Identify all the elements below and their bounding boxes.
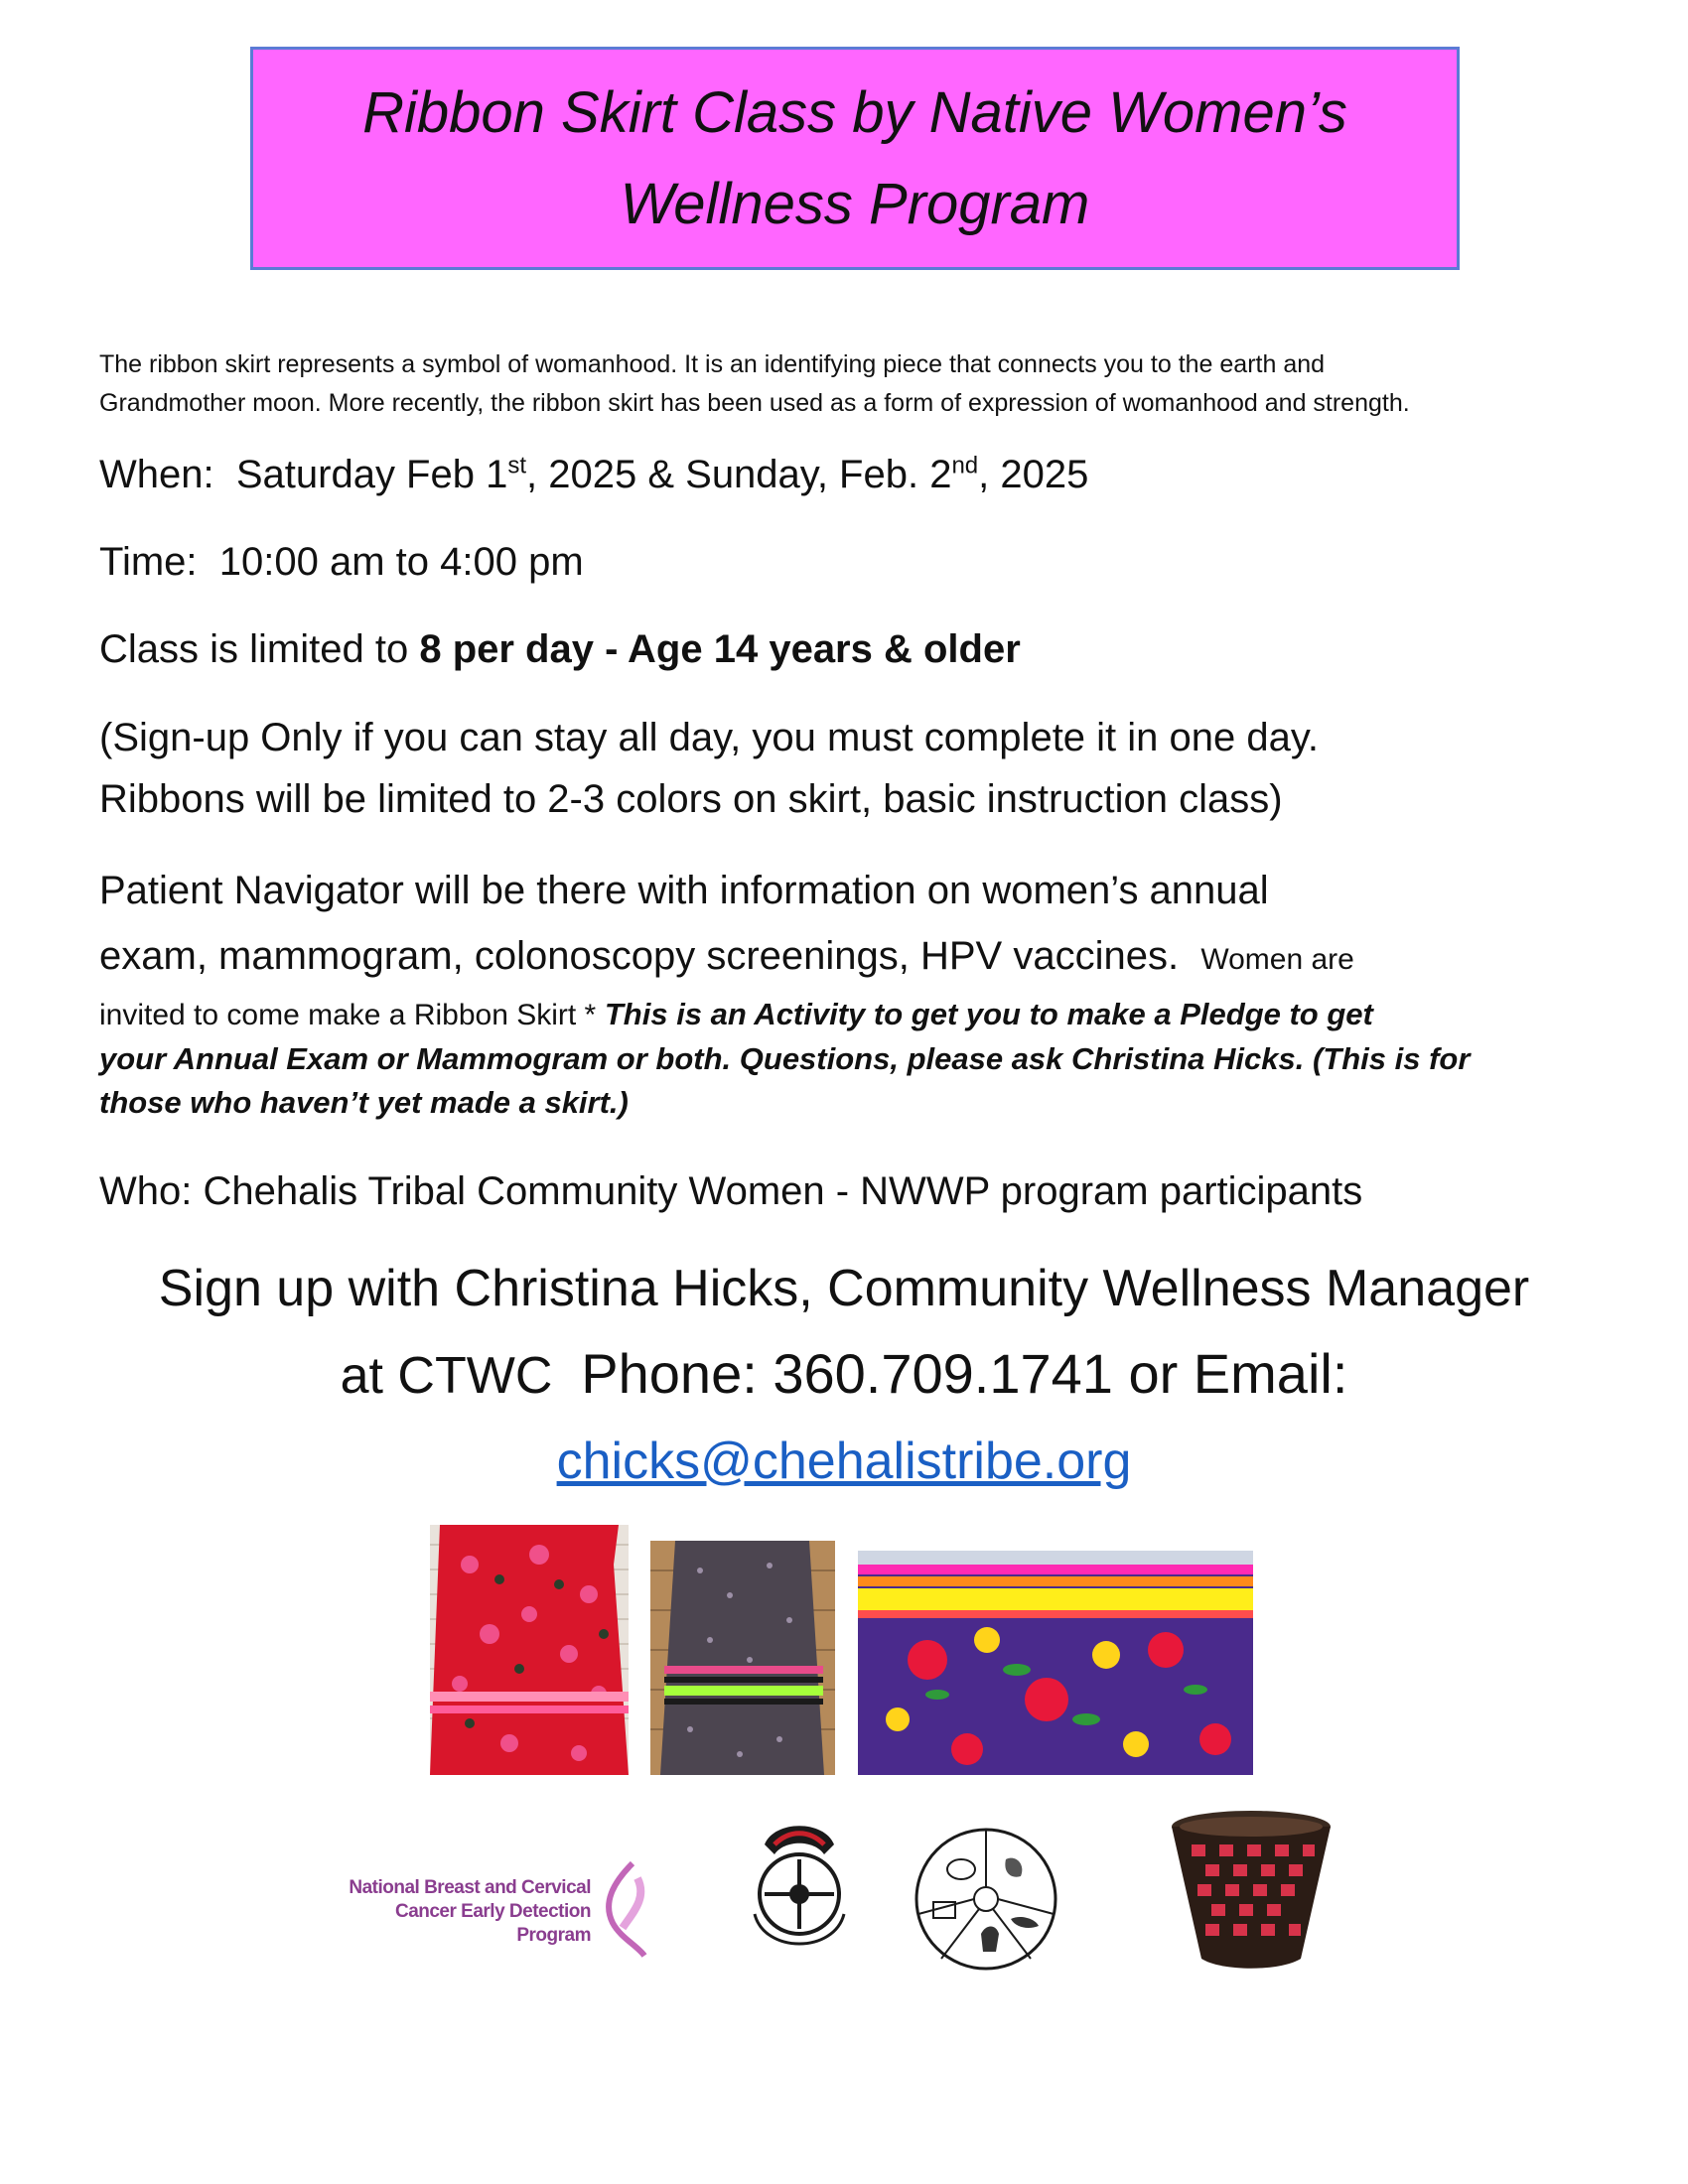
when-day1-suffix: st (507, 452, 527, 479)
when-day2-suffix: nd (951, 452, 979, 479)
when-year: , 2025 (978, 453, 1089, 496)
signup-note (99, 705, 1609, 832)
intro-line-2: Grandmother moon. More recently, the ribbon skirt has been used as a form of expression of womanhood and strength. (99, 389, 1410, 417)
signup-line-1: Sign up with Christina Hicks, Community Wellness Manager (158, 1260, 1530, 1317)
title-line-1: Ribbon Skirt Class by Native Women’s (362, 79, 1347, 145)
email-link[interactable]: chicks@chehalistribe.org (556, 1433, 1132, 1490)
event-dates (99, 453, 1088, 497)
time-label: Time: (99, 540, 198, 584)
when-mid: , 2025 & Sunday, Feb. 2 (526, 453, 952, 496)
signup-block (79, 1246, 1609, 1504)
native-womens-wellness-logo (735, 1815, 864, 1974)
signup-line-2 (79, 1331, 1609, 1419)
when-label: When: (99, 453, 214, 496)
intro-line-1: The ribbon skirt represents a symbol of womanhood. It is an identifying piece that connects you to the earth and (99, 350, 1326, 378)
navigator-line-1: Patient Navigator will be there with information on women’s annual (99, 869, 1269, 912)
note-line-2: Ribbons will be limited to 2-3 colors on skirt, basic instruction class) (99, 777, 1283, 821)
navigator-line-2-small: Women are (1200, 943, 1354, 976)
navigator-line-2-large: exam, mammogram, colonoscopy screenings, HPV vaccines. (99, 934, 1180, 978)
nbccedp-logo (333, 1858, 660, 1958)
who-line: Who: Chehalis Tribal Community Women - NWWP program participants (99, 1169, 1363, 1213)
title-banner (250, 47, 1460, 270)
event-time (99, 540, 584, 585)
chehalis-tribe-seal (912, 1825, 1060, 1974)
class-limit (99, 627, 1021, 672)
navigator-line-3-emphasis: This is an Activity to get you to make a Pledge to get (604, 997, 1373, 1031)
intro-paragraph (99, 345, 1609, 423)
ribbon-figure-icon (593, 1858, 662, 1958)
red-ribbon-skirt-photo (430, 1525, 629, 1775)
when-day1: Saturday Feb 1 (235, 453, 508, 496)
gray-ribbon-skirt-photo (650, 1541, 835, 1775)
woven-basket-image (1162, 1805, 1340, 1974)
purple-ribbon-skirt-photo (858, 1551, 1253, 1775)
limit-bold: 8 per day - Age 14 years & older (419, 627, 1021, 671)
signup-location: at CTWC (340, 1347, 553, 1405)
title-line-2: Wellness Program (620, 171, 1090, 236)
time-value: 10:00 am to 4:00 pm (218, 540, 584, 584)
nbccedp-line-1: National Breast and Cervical (349, 1877, 591, 1898)
note-line-1: (Sign-up Only if you can stay all day, you must complete it in one day. (99, 716, 1320, 759)
limit-prefix: Class is limited to (99, 627, 409, 671)
navigator-line-3-small: invited to come make a Ribbon Skirt * (99, 999, 597, 1031)
navigator-line-3 (99, 993, 1609, 1037)
signup-contact: Phone: 360.709.1741 or Email: (581, 1342, 1348, 1405)
navigator-line-2 (99, 923, 1609, 993)
navigator-paragraph (99, 858, 1609, 1125)
navigator-line-5: those who haven’t yet made a skirt.) (99, 1085, 629, 1120)
nbccedp-line-2: Cancer Early Detection Program (394, 1901, 591, 1946)
navigator-line-4: your Annual Exam or Mammogram or both. Questions, please ask Christina Hicks. (This is for (99, 1041, 1471, 1076)
